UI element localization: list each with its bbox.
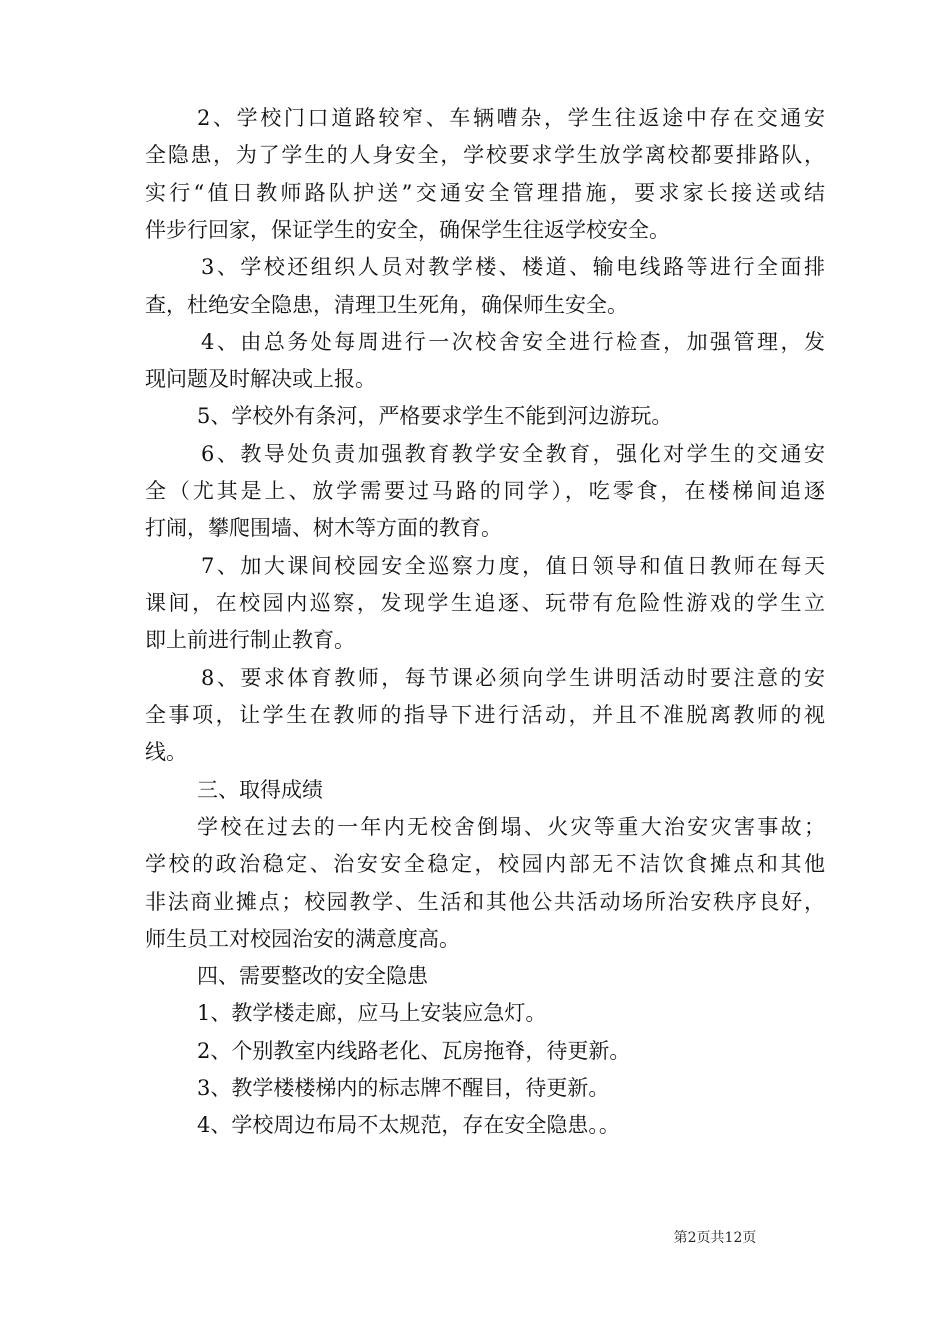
paragraph-line: 学校的政治稳定、治安安全稳定，校园内部无不洁饮食摊点和其他 — [145, 852, 825, 876]
paragraph-line: 学校在过去的一年内无校舍倒塌、火灾等重大治安灾害事故； — [197, 815, 825, 839]
footer-suffix: 页 — [742, 1230, 757, 1246]
paragraph-line: 非法商业摊点；校园教学、生活和其他公共活动场所治安秩序良好， — [145, 890, 825, 914]
footer-middle: 页共 — [696, 1230, 725, 1246]
list-item: 3、教学楼楼梯内的标志牌不醒目，待更新。 — [197, 1076, 610, 1100]
paragraph-line: 4、由总务处每周进行一次校舍安全进行检查，加强管理，发 — [201, 330, 825, 354]
paragraph-line: 全隐患，为了学生的人身安全，学校要求学生放学离校都要排路队， — [145, 143, 825, 167]
paragraph-line: 课间，在校园内巡察，发现学生追逐、玩带有危险性游戏的学生立 — [145, 591, 825, 615]
page-footer — [600, 1228, 830, 1248]
list-item: 1、教学楼走廊，应马上安装应急灯。 — [197, 1001, 547, 1025]
paragraph-line: 7、加大课间校园安全巡察力度，值日领导和值日教师在每天 — [201, 554, 825, 578]
paragraph-line: 全事项，让学生在教师的指导下进行活动，并且不准脱离教师的视 — [145, 703, 825, 727]
paragraph-line: 线。 — [145, 740, 187, 764]
paragraph-line: 即上前进行制止教育。 — [145, 628, 355, 652]
paragraph-line: 现问题及时解决或上报。 — [145, 367, 376, 391]
list-item: 4、学校周边布局不太规范，存在安全隐患。。 — [197, 1113, 620, 1137]
section-heading: 三、取得成绩 — [197, 778, 323, 802]
list-item: 2、个别教室内线路老化、瓦房拖脊，待更新。 — [197, 1039, 631, 1063]
paragraph-line: 2、学校门口道路较窄、车辆嘈杂，学生往返途中存在交通安 — [197, 106, 825, 130]
paragraph-line: 3、学校还组织人员对教学楼、楼道、输电线路等进行全面排 — [201, 255, 825, 279]
paragraph-line: 师生员工对校园治安的满意度高。 — [145, 927, 460, 951]
paragraph-line: 实行“值日教师路队护送”交通安全管理措施，要求家长接送或结 — [145, 181, 825, 205]
paragraph-line: 5、学校外有条河，严格要求学生不能到河边游玩。 — [197, 404, 673, 428]
footer-total-pages: 12 — [724, 1230, 743, 1246]
paragraph-line: 伴步行回家，保证学生的安全，确保学生往返学校安全。 — [145, 218, 670, 242]
footer-prefix: 第 — [673, 1230, 688, 1246]
paragraph-line: 8、要求体育教师，每节课必须向学生讲明活动时要注意的安 — [201, 666, 825, 690]
footer-current-page: 2 — [687, 1230, 697, 1246]
paragraph-line: 6、教导处负责加强教育教学安全教育，强化对学生的交通安 — [201, 442, 825, 466]
section-heading: 四、需要整改的安全隐患 — [197, 964, 428, 988]
paragraph-line: 查，杜绝安全隐患，清理卫生死角，确保师生安全。 — [145, 293, 628, 317]
paragraph-line: 全（尤其是上、放学需要过马路的同学），吃零食，在楼梯间追逐 — [145, 479, 825, 503]
paragraph-line: 打闹，攀爬围墙、树木等方面的教育。 — [145, 516, 502, 540]
